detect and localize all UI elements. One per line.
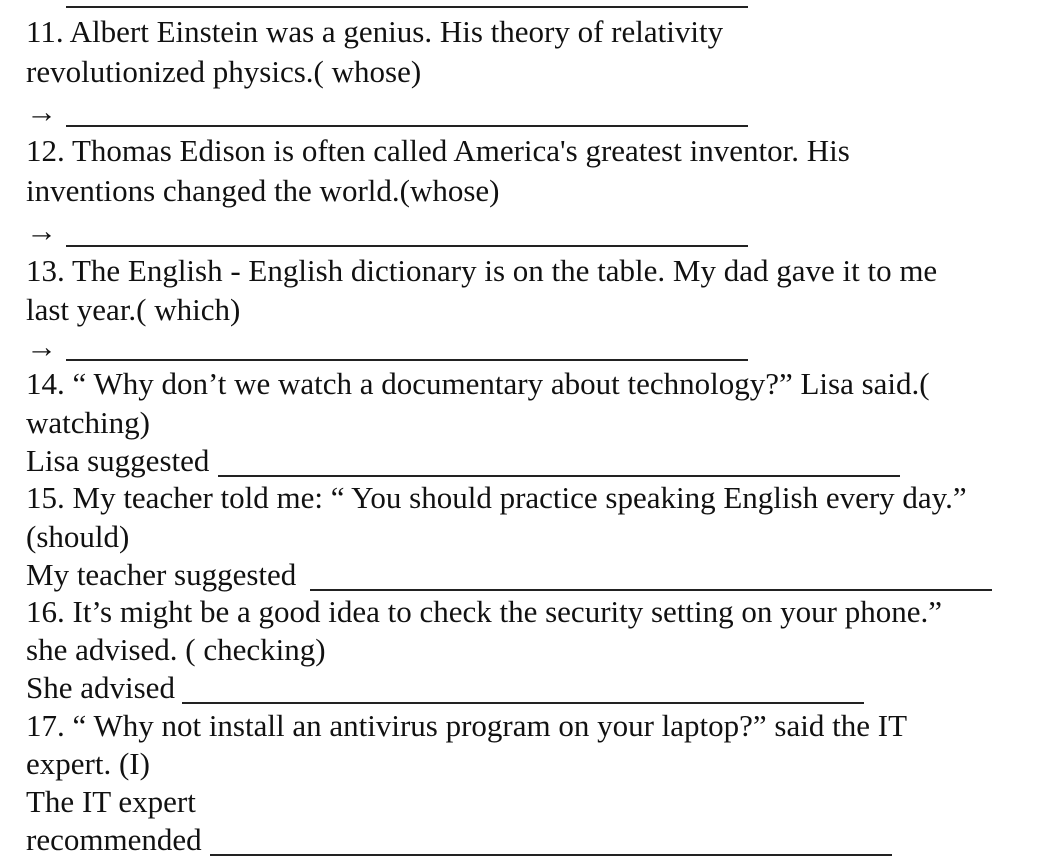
answer-line <box>310 589 992 591</box>
answer-line <box>210 854 892 856</box>
answer-prefix: My teacher suggested <box>26 557 297 592</box>
question-12-hint: inventions changed the world.(whose) <box>26 173 500 208</box>
arrow-icon: → <box>26 94 57 129</box>
question-11-hint: revolutionized physics.( whose) <box>26 54 422 89</box>
answer-prefix: recommended <box>26 822 202 857</box>
question-17-text: 17. “ Why not install an antivirus program on your laptop?” said the IT <box>26 708 908 743</box>
question-14-hint: watching) <box>26 405 150 440</box>
answer-prefix: Lisa suggested <box>26 443 210 478</box>
question-16-text: 16. It’s might be a good idea to check the security setting on your phone.” <box>26 594 942 629</box>
arrow-icon: → <box>26 213 57 248</box>
question-17-hint: expert. (I) <box>26 746 150 781</box>
answer-line <box>66 245 748 247</box>
question-12-text: 12. Thomas Edison is often called America's greatest inventor. His <box>26 133 850 168</box>
question-15-text: 15. My teacher told me: “ You should practice speaking English every day.” <box>26 480 967 515</box>
question-13-text: 13. The English - English dictionary is on the table. My dad gave it to me <box>26 253 938 288</box>
answer-line <box>218 475 900 477</box>
arrow-icon: → <box>26 329 57 364</box>
question-16-hint: she advised. ( checking) <box>26 632 326 667</box>
answer-line <box>182 702 864 704</box>
question-15-hint: (should) <box>26 519 130 554</box>
answer-line <box>66 359 748 361</box>
question-11-text: 11. Albert Einstein was a genius. His theory of relativity <box>26 14 724 49</box>
question-13-hint: last year.( which) <box>26 292 241 327</box>
answer-line <box>66 6 748 8</box>
answer-prefix: The IT expert <box>26 784 196 819</box>
answer-prefix: She advised <box>26 670 175 705</box>
question-14-text: 14. “ Why don’t we watch a documentary about technology?” Lisa said.( <box>26 366 930 401</box>
answer-line <box>66 125 748 127</box>
